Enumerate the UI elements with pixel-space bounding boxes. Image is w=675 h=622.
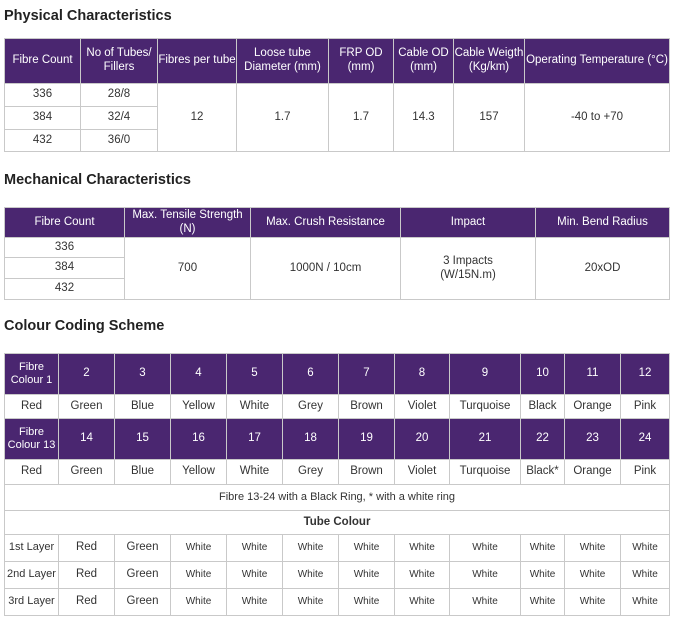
tube-colour: White <box>171 535 227 562</box>
tube-colour: White <box>621 562 670 589</box>
tube-colour: White <box>227 562 283 589</box>
fibre-colour-row-2 <box>5 460 670 485</box>
ring-note: Fibre 13-24 with a Black Ring, * with a white ring <box>5 485 670 511</box>
fibre-number: 20 <box>395 419 450 460</box>
tube-colour: White <box>565 562 621 589</box>
fibre-colour: Green <box>59 460 115 485</box>
fibre-number: 12 <box>621 354 670 395</box>
fibre-colour: Black <box>521 395 565 419</box>
tube-colour: White <box>450 535 521 562</box>
fibre-number: 21 <box>450 419 521 460</box>
tube-colour: White <box>565 589 621 616</box>
tube-colour: White <box>621 535 670 562</box>
tube-colour: White <box>283 562 339 589</box>
cell-weight: 157 <box>454 84 525 152</box>
col-loose-tube-diameter: Loose tube Diameter (mm) <box>237 39 329 84</box>
fibre-number: 18 <box>283 419 339 460</box>
tube-colour: Green <box>115 535 171 562</box>
col-max-crush: Max. Crush Resistance <box>251 208 401 238</box>
colour-table <box>4 353 670 616</box>
fibre-number: 15 <box>115 419 171 460</box>
cell-fibre-count: 384 <box>5 107 81 130</box>
cell-fibre-count: 336 <box>5 84 81 107</box>
cell-tubes: 32/4 <box>81 107 158 130</box>
fibre-colour: Orange <box>565 460 621 485</box>
fibre-number: 6 <box>283 354 339 395</box>
col-cable-od: Cable OD (mm) <box>394 39 454 84</box>
fibre-number: 16 <box>171 419 227 460</box>
cell-fibres-per-tube: 12 <box>158 84 237 152</box>
layer-label: 1st Layer <box>5 535 59 562</box>
tube-colour-title: Tube Colour <box>5 511 670 535</box>
fibre-number: 3 <box>115 354 171 395</box>
tube-colour: White <box>395 535 450 562</box>
tube-colour: White <box>565 535 621 562</box>
cell-cable-od: 14.3 <box>394 84 454 152</box>
fibre-colour: Green <box>59 395 115 419</box>
cell-fibre-count: 432 <box>5 279 125 300</box>
fibre-colour: Pink <box>621 460 670 485</box>
fibre-number: 22 <box>521 419 565 460</box>
fibre-number: 2 <box>59 354 115 395</box>
fibre-number: 24 <box>621 419 670 460</box>
fibre-number: 7 <box>339 354 395 395</box>
fibre-number: 10 <box>521 354 565 395</box>
tube-colour: White <box>171 562 227 589</box>
col-operating-temp: Operating Temperature (°C) <box>525 39 670 84</box>
tube-colour: White <box>395 589 450 616</box>
cell-tubes: 36/0 <box>81 130 158 152</box>
tube-colour: Red <box>59 589 115 616</box>
fibre-colour: Grey <box>283 460 339 485</box>
layer-row-2 <box>5 562 670 589</box>
col-frp-od: FRP OD (mm) <box>329 39 394 84</box>
cell-tubes: 28/8 <box>81 84 158 107</box>
tube-colour: White <box>521 535 565 562</box>
tube-colour: Red <box>59 535 115 562</box>
fibre-colour-label: Fibre Colour 13 <box>5 419 59 460</box>
fibre-colour: Violet <box>395 460 450 485</box>
cell-tensile: 700 <box>125 238 251 300</box>
layer-label: 3rd Layer <box>5 589 59 616</box>
cell-impact: 3 Impacts (W/15N.m) <box>401 238 536 300</box>
physical-table <box>4 38 670 152</box>
fibre-number: 23 <box>565 419 621 460</box>
fibre-colour: Turquoise <box>450 395 521 419</box>
colour-heading: Colour Coding Scheme <box>4 318 165 334</box>
fibre-number-row-1 <box>5 354 670 395</box>
fibre-number: 19 <box>339 419 395 460</box>
fibre-colour: Yellow <box>171 460 227 485</box>
fibre-number: 4 <box>171 354 227 395</box>
tube-colour: White <box>171 589 227 616</box>
col-fibre-count: Fibre Count <box>5 208 125 238</box>
tube-colour: White <box>283 589 339 616</box>
fibre-colour: Blue <box>115 395 171 419</box>
fibre-colour: Black* <box>521 460 565 485</box>
fibre-colour: Blue <box>115 460 171 485</box>
fibre-number: 11 <box>565 354 621 395</box>
mechanical-heading: Mechanical Characteristics <box>4 172 191 188</box>
fibre-colour: Brown <box>339 395 395 419</box>
cell-fibre-count: 384 <box>5 258 125 279</box>
tube-colour: White <box>339 562 395 589</box>
fibre-colour: Pink <box>621 395 670 419</box>
tube-colour: White <box>227 589 283 616</box>
col-impact: Impact <box>401 208 536 238</box>
cell-crush: 1000N / 10cm <box>251 238 401 300</box>
mechanical-table <box>4 207 670 300</box>
layer-row-1 <box>5 535 670 562</box>
fibre-colour: White <box>227 460 283 485</box>
fibre-number: 5 <box>227 354 283 395</box>
fibre-colour: White <box>227 395 283 419</box>
cell-temp: -40 to +70 <box>525 84 670 152</box>
tube-colour: White <box>521 562 565 589</box>
col-min-bend: Min. Bend Radius <box>536 208 670 238</box>
tube-colour: White <box>227 535 283 562</box>
fibre-number: 17 <box>227 419 283 460</box>
layer-label: 2nd Layer <box>5 562 59 589</box>
col-max-tensile: Max. Tensile Strength (N) <box>125 208 251 238</box>
fibre-colour: Grey <box>283 395 339 419</box>
tube-colour: Green <box>115 589 171 616</box>
fibre-number: 8 <box>395 354 450 395</box>
col-fibre-count: Fibre Count <box>5 39 81 84</box>
tube-colour: White <box>450 589 521 616</box>
layer-row-3 <box>5 589 670 616</box>
fibre-colour: Red <box>5 460 59 485</box>
fibre-colour-row-1 <box>5 395 670 419</box>
fibre-colour: Red <box>5 395 59 419</box>
fibre-colour: Turquoise <box>450 460 521 485</box>
tube-colour: White <box>395 562 450 589</box>
fibre-colour: Brown <box>339 460 395 485</box>
tube-colour: White <box>283 535 339 562</box>
col-fibres-per-tube: Fibres per tube <box>158 39 237 84</box>
cell-loose-tube: 1.7 <box>237 84 329 152</box>
fibre-number: 9 <box>450 354 521 395</box>
tube-colour: Green <box>115 562 171 589</box>
tube-colour: White <box>450 562 521 589</box>
tube-colour: White <box>339 535 395 562</box>
fibre-colour: Yellow <box>171 395 227 419</box>
fibre-colour-label: Fibre Colour 1 <box>5 354 59 395</box>
tube-colour: White <box>621 589 670 616</box>
tube-colour: White <box>339 589 395 616</box>
cell-frp: 1.7 <box>329 84 394 152</box>
cell-bend: 20xOD <box>536 238 670 300</box>
fibre-number: 14 <box>59 419 115 460</box>
tube-colour: Red <box>59 562 115 589</box>
fibre-colour: Violet <box>395 395 450 419</box>
cell-fibre-count: 432 <box>5 130 81 152</box>
tube-colour: White <box>521 589 565 616</box>
col-tubes-fillers: No of Tubes/ Fillers <box>81 39 158 84</box>
fibre-number-row-2 <box>5 419 670 460</box>
fibre-colour: Orange <box>565 395 621 419</box>
col-cable-weight: Cable Weigth (Kg/km) <box>454 39 525 84</box>
physical-heading: Physical Characteristics <box>4 8 172 24</box>
cell-fibre-count: 336 <box>5 238 125 258</box>
